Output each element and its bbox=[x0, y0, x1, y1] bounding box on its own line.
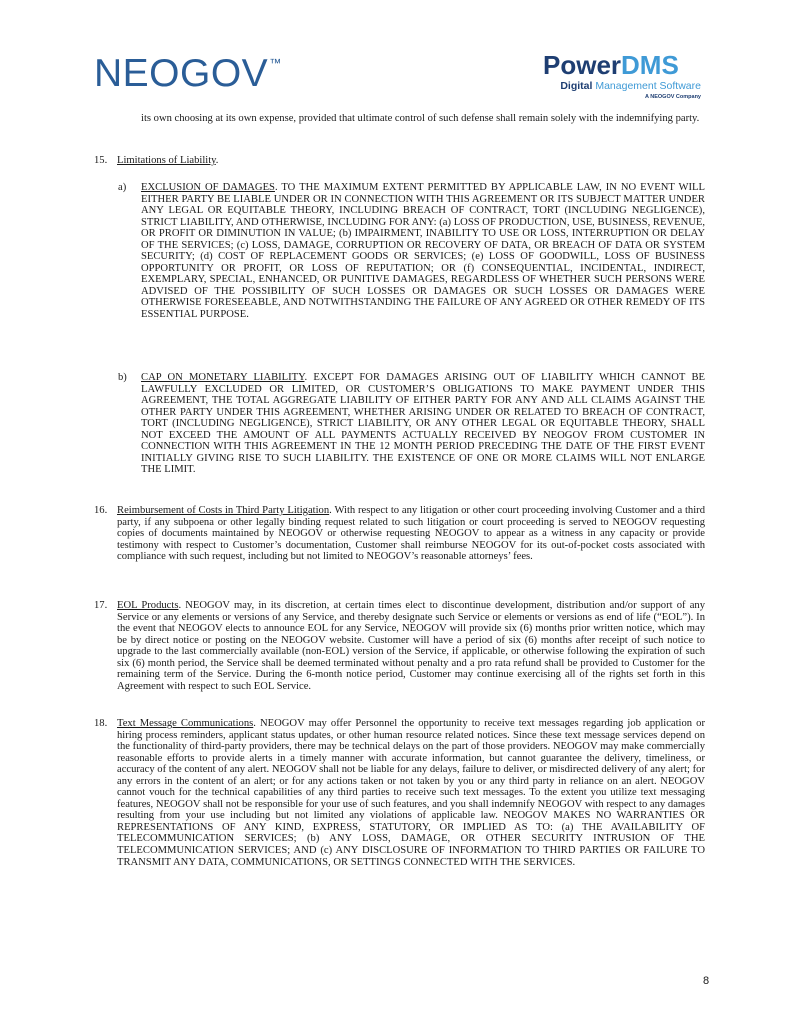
section-15a-paragraph bbox=[141, 182, 705, 321]
section-15a-title: EXCLUSION OF DAMAGES bbox=[141, 182, 275, 193]
section-15-title: Limitations of Liability bbox=[117, 155, 216, 166]
section-15b-text: . EXCEPT FOR DAMAGES ARISING OUT OF LIABILITY WHICH CANNOT BE LAWFULLY EXCLUDED OR LIMITED, OR CUSTOMER’S OBLIGATIONS TO MAKE PAYMENT UNDER THIS AGREEMENT, THE TOTAL AGGREGATE LIABILITY OF EITHER PARTY FOR ANY AND ALL CLAIMS AGAINST THE OTHER PARTY UNDER THIS AGREEMENT, WHETHER ARISING UNDER OR RELATED TO BREACH OF CONTRACT, TORT (INCLUDING NEGLIGENCE), STRICT LIABILITY, OR ANY OTHER LEGAL OR EQUITABLE THEORY, SHALL NOT EXCEED THE AMOUNT OF ALL PAYMENTS ACTUALLY RECEIVED BY NEOGOV FROM CUSTOMER IN CONNECTION WITH THIS AGREEMENT IN THE 12 MONTH PERIOD PRECEDING THE DATE OF THE FIRST EVENT INITIALLY GIVING RISE TO SUCH LIABILITY. THE EXISTENCE OF ONE OR MORE CLAIMS WILL NOT ENLARGE THE LIMIT. bbox=[141, 372, 705, 476]
neogov-logo-tm: ™ bbox=[269, 56, 282, 70]
section-15b-paragraph bbox=[141, 372, 705, 476]
section-16-number: 16. bbox=[94, 505, 108, 516]
section-15a-text: . TO THE MAXIMUM EXTENT PERMITTED BY APPLICABLE LAW, IN NO EVENT WILL EITHER PARTY BE LIABLE UNDER OR IN CONNECTION WITH THIS AGREEMENT OR ITS SUBJECT MATTER UNDER ANY LEGAL OR EQUITABLE THEORY, INCLUDING BREACH OF CONTRACT, TORT (INCLUDING NEGLIGENCE), STRICT LIABILITY, AND OTHERWISE, INCLUDING FOR ANY: (a) LOSS OF PRODUCTION, USE, BUSINESS, REVENUE, OR PROFIT OR DIMINUTION IN VALUE; (b) IMPAIRMENT, INABILITY TO USE OR LOSS, INTERRUPTION OR DELAY OF THE SERVICES; (c) LOSS, DAMAGE, CORRUPTION OR RECOVERY OF DATA, OR BREACH OF DATA OR SYSTEM SECURITY; (d) COST OF REPLACEMENT GOODS OR SERVICES; (e) LOSS OF GOODWILL, LOSS OF BUSINESS OPPORTUNITY OR PROFIT, OR LOSS OF REPUTATION; OR (f) CONSEQUENTIAL, INCIDENTAL, INDIRECT, EXEMPLARY, SPECIAL, ENHANCED, OR PUNITIVE DAMAGES, REGARDLESS OF WHETHER SUCH PERSONS WERE ADVISED OF THE POSSIBILITY OF SUCH LOSSES OR DAMAGES OR SUCH LOSSES OR DAMAGES WERE OTHERWISE FORESEEABLE, AND NOTWITHSTANDING THE FAILURE OF ANY AGREED OR OTHER REMEDY OF ITS ESSENTIAL PURPOSE. bbox=[141, 182, 705, 321]
section-17-title: EOL Products bbox=[117, 600, 179, 611]
section-17-number: 17. bbox=[94, 600, 108, 611]
powerdms-logo bbox=[543, 52, 703, 100]
section-15b-label: b) bbox=[118, 372, 127, 383]
continuation-paragraph: its own choosing at its own expense, provided that ultimate control of such defense shall remain solely with the indemnifying party. bbox=[141, 113, 700, 124]
section-18-paragraph bbox=[117, 718, 705, 868]
neogov-logo-text: NEOGOV bbox=[94, 52, 269, 95]
powerdms-wordmark bbox=[543, 52, 703, 78]
powerdms-power: Power bbox=[543, 50, 622, 80]
section-15a-label: a) bbox=[118, 182, 127, 193]
section-17-text: . NEOGOV may, in its discretion, at certain times elect to discontinue development, distribution and/or support of any Service or any elements or versions of any Service, and thereby designate such Service or elements or versions as end of life (“EOL”). In the event that NEOGOV elects to announce EOL for any Service, NEOGOV will provide six (6) months prior written notice, which may be by direct notice or posting on the NEOGOV website. Customer will have a period of six (6) months after receipt of such notice to upgrade to the last commercially available (non-EOL) version of the Service, if applicable, or otherwise following the expiration of such six (6) month period, the Service shall be deemed terminated without penalty and a pro rata refund shall be provided to Customer for the remaining term of the Service. During the 6-month notice period, Customer may continue exercising all of the rights set forth in this Agreement with respect to such EOL Service. bbox=[117, 600, 705, 692]
section-15b-title: CAP ON MONETARY LIABILITY bbox=[141, 372, 305, 383]
section-18-text: . NEOGOV may offer Personnel the opportunity to receive text messages regarding job application or hiring process reminders, applicant status updates, or other human resource related notices. Since these text message services depend on the functionality of third-party providers, there may be technical delays on the part of those providers. NEOGOV may make commercially reasonable efforts to provide alerts in a timely manner with accurate information, but cannot guarantee the delivery, timeliness, or accuracy of the content of any alert. NEOGOV shall not be liable for any delays, failure to deliver, or misdirected delivery of any alert; for any errors in the content of an alert; or for any actions taken or not taken by you or any third party in reliance on an alert. NEOGOV cannot vouch for the technical capabilities of any third parties to receive such text messages. To the extent you utilize text messaging features, NEOGOV shall not be responsible for your use of such features, and you shall indemnify NEOGOV with respect to any damages resulting from your use including but not limited any violations of applicable law. NEOGOV MAKES NO WARRANTIES OR REPRESENTATIONS OF ANY KIND, EXPRESS, STATUTORY, OR IMPLIED AS TO: (a) THE AVAILABILITY OF TELECOMMUNICATION SERVICES; (b) ANY LOSS, DAMAGE, OR OTHER SECURITY INTRUSION OF THE TELECOMMUNICATION SERVICES; AND (c) ANY DISCLOSURE OF INFORMATION TO THIRD PARTIES OR FAILURE TO TRANSMIT ANY DATA, COMMUNICATIONS, OR SETTINGS CONNECTED WITH THE SERVICES. bbox=[117, 718, 705, 868]
powerdms-subtitle bbox=[543, 80, 701, 92]
section-16-text: . With respect to any litigation or other court proceeding involving Customer and a third party, if any subpoena or other legally binding request related to such litigation or court proceeding is served to NEOGOV requesting copies of documents maintained by NEOGOV or otherwise requesting NEOGOV to appear as a witness in any capacity or provide testimony with respect to Customer’s documentation, Customer shall reimburse NEOGOV for its out-of-pocket costs associated with compliance with such request, including but not limited to NEOGOV’s reasonable attorneys’ fees. bbox=[117, 505, 705, 563]
page-number: 8 bbox=[703, 975, 710, 987]
powerdms-tagline: A NEOGOV Company bbox=[644, 94, 701, 100]
powerdms-dms: DMS bbox=[621, 50, 679, 80]
section-17-paragraph bbox=[117, 600, 705, 692]
section-15-heading bbox=[117, 155, 705, 167]
section-16-title: Reimbursement of Costs in Third Party Litigation bbox=[117, 505, 330, 516]
neogov-logo bbox=[94, 54, 282, 93]
section-15-number: 15. bbox=[94, 155, 108, 166]
powerdms-sub-light: Management Software bbox=[595, 80, 701, 92]
section-16-paragraph bbox=[117, 505, 705, 563]
powerdms-sub-bold: Digital bbox=[560, 80, 593, 92]
section-18-number: 18. bbox=[94, 718, 108, 729]
section-15-title-suffix: . bbox=[215, 155, 219, 166]
section-18-title: Text Message Communications bbox=[117, 718, 254, 729]
